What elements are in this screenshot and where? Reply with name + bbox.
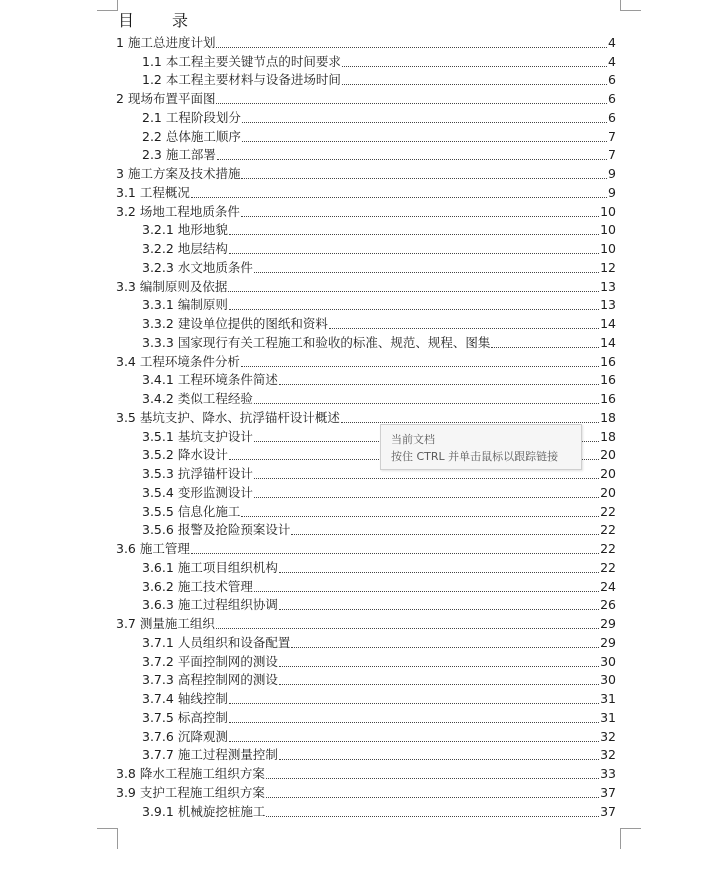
toc-dot-leader (241, 177, 607, 179)
toc-entry-number: 3.3.3 (142, 334, 174, 350)
toc-dot-leader (266, 815, 599, 817)
toc-entry-text: 测量施工组织 (139, 616, 215, 631)
toc-entry-text: 人员组织和设备配置 (177, 634, 291, 650)
toc-entry-number: 3.9 (116, 784, 136, 800)
toc-dot-leader (242, 140, 607, 142)
toc-entry-text: 机械旋挖桩施工 (177, 803, 266, 819)
toc-dot-leader (191, 552, 599, 554)
toc-entry[interactable] (116, 276, 616, 295)
toc-entry-number: 2.2 (142, 128, 162, 144)
toc-entry-page: 20 (600, 484, 616, 500)
toc-entry-text: 地形地貌 (177, 222, 228, 238)
toc-entry[interactable] (116, 782, 616, 801)
toc-entry-text: 平面控制网的测设 (177, 653, 278, 669)
toc-entry[interactable] (116, 51, 616, 70)
toc-entry[interactable] (116, 613, 616, 632)
toc-entry-page: 6 (608, 72, 616, 88)
toc-entry-text: 本工程主要材料与设备进场时间 (165, 72, 341, 88)
toc-entry[interactable] (116, 163, 616, 182)
toc-dot-leader (229, 252, 599, 254)
toc-entry[interactable] (116, 688, 616, 707)
toc-dot-leader (229, 740, 599, 742)
toc-entry-text: 施工部署 (165, 147, 216, 163)
toc-entry-page: 20 (600, 447, 616, 463)
toc-heading-right: 录 (172, 11, 189, 30)
toc-entry-text: 轴线控制 (177, 691, 228, 706)
toc-entry-number: 3.3 (116, 278, 136, 294)
toc-entry-text: 施工项目组织机构 (177, 559, 278, 575)
toc-entry-text: 编制原则 (177, 297, 228, 313)
toc-entry-text: 国家现行有关工程施工和验收的标准、规范、规程、图集 (177, 334, 491, 350)
toc-entry-page: 14 (600, 334, 616, 350)
toc-entry[interactable] (116, 220, 616, 239)
toc-entry-number: 3.5.3 (142, 466, 174, 481)
toc-entry-number: 3.7 (116, 616, 136, 631)
toc-entry-page: 10 (600, 241, 616, 256)
toc-dot-leader (279, 608, 599, 610)
toc-entry-page: 32 (600, 728, 616, 744)
toc-entry-number: 3.7.1 (142, 634, 174, 650)
toc-entry-text: 变形监测设计 (177, 484, 253, 500)
toc-entry-page: 29 (600, 616, 616, 631)
toc-entry-page: 7 (608, 147, 616, 163)
toc-entry[interactable] (116, 370, 616, 389)
toc-entry[interactable] (116, 107, 616, 126)
toc-dot-leader (291, 533, 599, 535)
toc-dot-leader (342, 65, 607, 67)
toc-entry-text: 报警及抢险预案设计 (177, 522, 291, 538)
toc-entry-text: 基坑支护、降水、抗浮锚杆设计概述 (139, 409, 340, 425)
toc-entry-text: 工程环境条件分析 (139, 353, 240, 369)
toc-entry-page: 30 (600, 653, 616, 669)
toc-entry-text: 编制原则及依据 (139, 278, 228, 294)
toc-entry-text: 总体施工顺序 (165, 128, 241, 144)
toc-dot-leader (491, 346, 599, 348)
toc-dot-leader (279, 383, 599, 385)
toc-entry-text: 本工程主要关键节点的时间要求 (165, 53, 341, 69)
toc-entry[interactable] (116, 707, 616, 726)
toc-entry-page: 24 (600, 578, 616, 594)
toc-entry-number: 3.5 (116, 409, 136, 425)
toc-entry-text: 施工方案及技术措施 (127, 166, 241, 181)
toc-entry-page: 4 (608, 34, 616, 50)
toc-entry[interactable] (116, 595, 616, 614)
toc-entry-page: 26 (600, 597, 616, 613)
toc-dot-leader (279, 665, 599, 667)
toc-dot-leader (229, 233, 599, 235)
toc-entry[interactable] (116, 670, 616, 689)
toc-entry-page: 16 (600, 391, 616, 406)
toc-entry-text: 降水设计 (177, 447, 228, 463)
crop-mark-bottom-left (97, 828, 118, 849)
toc-entry-page: 31 (600, 709, 616, 725)
toc-entry-page: 9 (608, 166, 616, 181)
toc-entry-number: 3.2.2 (142, 241, 174, 256)
toc-dot-leader (266, 796, 599, 798)
toc-entry-page: 9 (608, 184, 616, 200)
toc-entry-number: 3.7.2 (142, 653, 174, 669)
toc-entry-page: 20 (600, 466, 616, 481)
toc-entry[interactable] (116, 651, 616, 670)
toc-entry-number: 3.4 (116, 353, 136, 369)
toc-entry-number: 3.5.4 (142, 484, 174, 500)
toc-entry-number: 3.9.1 (142, 803, 174, 819)
toc-entry-page: 12 (600, 259, 616, 275)
toc-entry-page: 30 (600, 672, 616, 688)
toc-entry-page: 22 (600, 522, 616, 538)
toc-entry-number: 3.6.2 (142, 578, 174, 594)
toc-entry-page: 14 (600, 316, 616, 331)
toc-entry[interactable] (116, 201, 616, 220)
toc-entry[interactable] (116, 145, 616, 164)
toc-entry-text: 沉降观测 (177, 728, 228, 744)
toc-entry-text: 水文地质条件 (177, 259, 253, 275)
toc-entry-number: 3.1 (116, 184, 136, 200)
toc-entry-page: 16 (600, 353, 616, 369)
toc-heading (118, 8, 188, 31)
toc-dot-leader (254, 271, 599, 273)
crop-mark-top-left (97, 0, 118, 11)
toc-entry-page: 33 (600, 766, 616, 781)
toc-entry-text: 场地工程地质条件 (139, 203, 240, 219)
crop-mark-top-right (620, 0, 641, 11)
tooltip-title: 当前文档 (391, 433, 435, 446)
toc-entry[interactable] (116, 295, 616, 314)
toc-entry[interactable] (116, 726, 616, 745)
toc-entry[interactable] (116, 32, 616, 51)
toc-entry[interactable] (116, 313, 616, 332)
toc-entry-page: 13 (600, 278, 616, 294)
toc-entry[interactable] (116, 745, 616, 764)
toc-entry[interactable] (116, 632, 616, 651)
toc-entry-number: 3.6.3 (142, 597, 174, 613)
toc-entry-number: 3.6.1 (142, 559, 174, 575)
toc-entry-text: 施工技术管理 (177, 578, 253, 594)
toc-entry-text: 施工过程测量控制 (177, 747, 278, 763)
toc-dot-leader (279, 571, 599, 573)
toc-dot-leader (241, 515, 599, 517)
toc-dot-leader (279, 683, 599, 685)
toc-entry-number: 3.2.3 (142, 259, 174, 275)
toc-entry-number: 2 (116, 91, 124, 106)
toc-dot-leader (329, 327, 599, 329)
toc-dot-leader (254, 402, 599, 404)
toc-dot-leader (216, 627, 599, 629)
toc-entry-number: 1.1 (142, 53, 162, 69)
toc-entry[interactable] (116, 482, 616, 501)
toc-entry-number: 3.5.2 (142, 447, 174, 463)
toc-entry-text: 基坑支护设计 (177, 428, 253, 444)
toc-entry-page: 22 (600, 559, 616, 575)
toc-entry-page: 18 (600, 409, 616, 425)
toc-entry-number: 3.4.2 (142, 391, 174, 406)
toc-entry-page: 13 (600, 297, 616, 313)
toc-entry-number: 3 (116, 166, 124, 181)
toc-dot-leader (217, 158, 607, 160)
toc-entry-page: 18 (600, 428, 616, 444)
toc-entry-text: 施工管理 (139, 541, 190, 556)
toc-dot-leader (279, 758, 599, 760)
toc-entry-page: 10 (600, 222, 616, 238)
toc-dot-leader (241, 215, 599, 217)
toc-dot-leader (266, 777, 599, 779)
toc-entry-page: 32 (600, 747, 616, 763)
toc-entry[interactable] (116, 182, 616, 201)
toc-dot-leader (342, 83, 607, 85)
toc-entry-page: 31 (600, 691, 616, 706)
toc-entry-number: 3.5.1 (142, 428, 174, 444)
toc-entry[interactable] (116, 520, 616, 539)
toc-entry-number: 3.5.6 (142, 522, 174, 538)
toc-entry-text: 抗浮锚杆设计 (177, 466, 253, 481)
toc-entry-text: 工程环境条件简述 (177, 372, 278, 388)
tooltip-hint: 按住 CTRL 并单击鼠标以跟踪链接 (391, 450, 559, 463)
toc-entry[interactable] (116, 351, 616, 370)
toc-entry[interactable] (116, 332, 616, 351)
toc-dot-leader (191, 196, 607, 198)
toc-entry[interactable] (116, 557, 616, 576)
toc-entry-text: 施工过程组织协调 (177, 597, 278, 613)
toc-entry-page: 16 (600, 372, 616, 388)
toc-entry-number: 3.8 (116, 766, 136, 781)
toc-entry-text: 施工总进度计划 (127, 34, 216, 50)
toc-dot-leader (229, 721, 599, 723)
toc-entry[interactable] (116, 501, 616, 520)
toc-entry-number: 3.6 (116, 541, 136, 556)
toc-entry-number: 1.2 (142, 72, 162, 88)
toc-entry-number: 3.2 (116, 203, 136, 219)
toc-entry-page: 4 (608, 53, 616, 69)
toc-entry[interactable] (116, 538, 616, 557)
toc-entry-page: 29 (600, 634, 616, 650)
toc-dot-leader (229, 308, 599, 310)
toc-entry[interactable] (116, 88, 616, 107)
toc-entry[interactable] (116, 70, 616, 89)
toc-dot-leader (242, 121, 607, 123)
toc-dot-leader (241, 365, 599, 367)
toc-entry-text: 标高控制 (177, 709, 228, 725)
toc-entry-number: 2.1 (142, 109, 162, 125)
toc-entry-page: 22 (600, 541, 616, 556)
toc-entry-text: 降水工程施工组织方案 (139, 766, 265, 781)
toc-entry-page: 10 (600, 203, 616, 219)
toc-entry[interactable] (116, 576, 616, 595)
toc-entry-number: 1 (116, 34, 124, 50)
toc-entry-number: 3.2.1 (142, 222, 174, 238)
toc-dot-leader (216, 102, 607, 104)
toc-entry-text: 现场布置平面图 (127, 91, 216, 106)
toc-entry[interactable] (116, 388, 616, 407)
toc-entry[interactable] (116, 126, 616, 145)
toc-entry-number: 3.7.7 (142, 747, 174, 763)
toc-entry[interactable] (116, 763, 616, 782)
toc-entry-text: 建设单位提供的图纸和资料 (177, 316, 328, 331)
toc-entry-number: 3.4.1 (142, 372, 174, 388)
toc-dot-leader (291, 646, 599, 648)
toc-entry-number: 2.3 (142, 147, 162, 163)
toc-entry-text: 地层结构 (177, 241, 228, 256)
toc-entry-page: 6 (608, 91, 616, 106)
toc-entry-page: 22 (600, 503, 616, 519)
toc-dot-leader (229, 702, 599, 704)
toc-entry-text: 高程控制网的测设 (177, 672, 278, 688)
toc-entry-number: 3.7.4 (142, 691, 174, 706)
toc-entry-number: 3.7.5 (142, 709, 174, 725)
toc-entry-page: 7 (608, 128, 616, 144)
toc-dot-leader (216, 46, 607, 48)
toc-heading-left: 目 (118, 11, 135, 30)
toc-dot-leader (228, 290, 599, 292)
toc-entry-number: 3.3.2 (142, 316, 174, 331)
toc-entry-number: 3.7.3 (142, 672, 174, 688)
toc-dot-leader (341, 421, 599, 423)
toc-entry[interactable] (116, 257, 616, 276)
toc-entry-page: 37 (600, 803, 616, 819)
toc-entry-text: 类似工程经验 (177, 391, 253, 406)
toc-entry-text: 工程概况 (139, 184, 190, 200)
toc-entry-number: 3.5.5 (142, 503, 174, 519)
hyperlink-tooltip (380, 424, 582, 470)
toc-entry-text: 支护工程施工组织方案 (139, 784, 265, 800)
toc-entry-number: 3.3.1 (142, 297, 174, 313)
toc-dot-leader (254, 477, 599, 479)
toc-dot-leader (254, 590, 599, 592)
toc-entry-page: 37 (600, 784, 616, 800)
crop-mark-bottom-right (620, 828, 641, 849)
toc-dot-leader (254, 496, 599, 498)
toc-entry[interactable] (116, 801, 616, 820)
toc-entry[interactable] (116, 238, 616, 257)
toc-entry-text: 工程阶段划分 (165, 109, 241, 125)
toc-entry-page: 6 (608, 109, 616, 125)
toc-entry-number: 3.7.6 (142, 728, 174, 744)
toc-entry-text: 信息化施工 (177, 503, 241, 519)
toc-entry[interactable] (116, 407, 616, 426)
